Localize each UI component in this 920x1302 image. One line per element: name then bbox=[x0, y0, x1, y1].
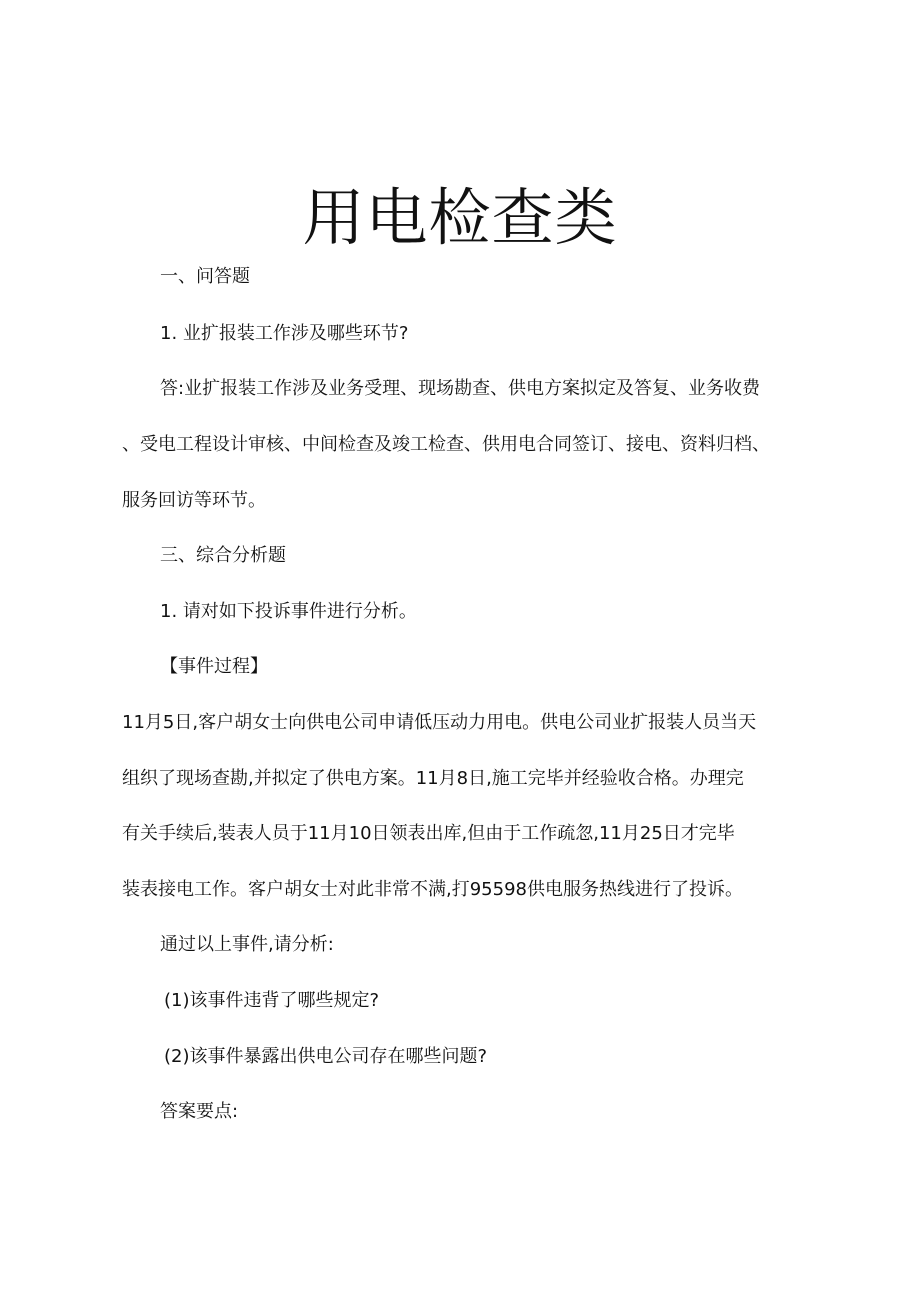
event-line-4: 装表接电工作。客户胡女士对此非常不满,打95598供电服务热线进行了投诉。 bbox=[122, 879, 743, 900]
analysis-prompt: 通过以上事件,请分析: bbox=[160, 934, 334, 955]
question-analysis-1: 1. 请对如下投诉事件进行分析。 bbox=[160, 601, 417, 622]
document-title: 用电检查类 bbox=[302, 181, 618, 254]
event-heading: 【事件过程】 bbox=[160, 656, 268, 677]
sub-question-1: (1)该事件违背了哪些规定? bbox=[164, 990, 380, 1011]
event-line-1: 11月5日,客户胡女士向供电公司申请低压动力用电。供电公司业扩报装人员当天 bbox=[122, 712, 757, 733]
sub-question-2: (2)该事件暴露出供电公司存在哪些问题? bbox=[164, 1046, 488, 1067]
section-heading-qa: 一、问答题 bbox=[160, 266, 250, 287]
event-line-2: 组织了现场查勘,并拟定了供电方案。11月8日,施工完毕并经验收合格。办理完 bbox=[122, 768, 744, 789]
section-heading-analysis: 三、综合分析题 bbox=[160, 545, 286, 566]
question-1: 1. 业扩报装工作涉及哪些环节? bbox=[160, 323, 409, 344]
answer-points-label: 答案要点: bbox=[160, 1101, 239, 1122]
event-line-3: 有关手续后,装表人员于11月10日领表出库,但由于工作疏忽,11月25日才完毕 bbox=[122, 823, 735, 844]
answer-1-line-2: 、受电工程设计审核、中间检查及竣工检查、供用电合同签订、接电、资料归档、 bbox=[122, 434, 770, 455]
answer-1-line-1: 答:业扩报装工作涉及业务受理、现场勘查、供电方案拟定及答复、业务收费 bbox=[160, 378, 761, 399]
answer-1-line-3: 服务回访等环节。 bbox=[122, 490, 266, 511]
